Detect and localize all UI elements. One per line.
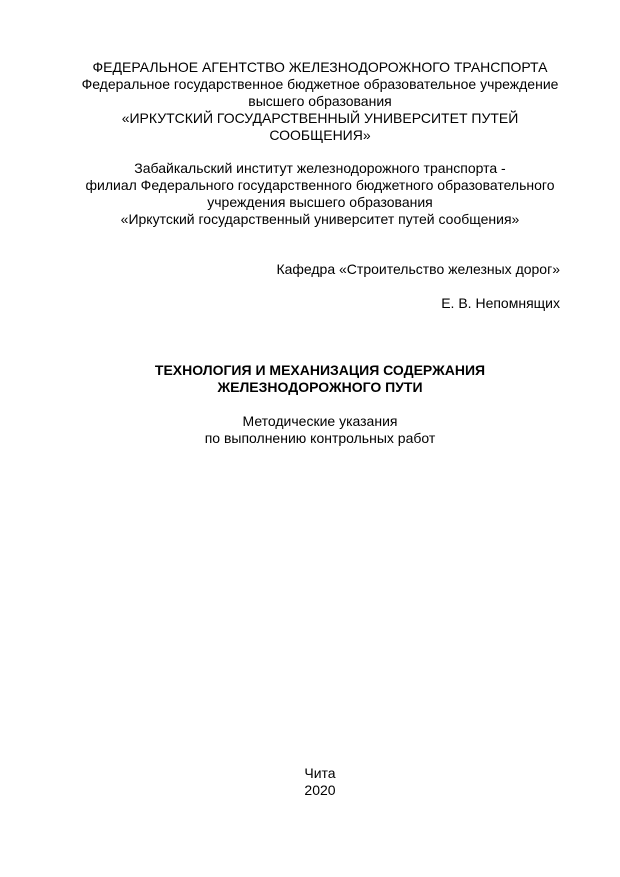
subtitle-line-2: по выполнению контрольных работ (204, 430, 436, 446)
author-name: Е. В. Непомнящих (441, 295, 560, 311)
header-organization (60, 59, 580, 144)
branch-line-university: «Иркутский государственный университет путей сообщения» (120, 211, 520, 227)
title-line-1: ТЕХНОЛОГИЯ И МЕХАНИЗАЦИЯ СОДЕРЖАНИЯ (154, 362, 486, 378)
document-title (60, 362, 580, 396)
header-line-university-name-end: СООБЩЕНИЯ» (269, 127, 371, 143)
branch-line-branch-of: филиал Федерального государственного бюджетного образовательного (85, 177, 555, 193)
branch-institute (60, 160, 580, 228)
branch-line-institute: Забайкальский институт железнодорожного транспорта - (134, 160, 506, 176)
header-line-university-name: «ИРКУТСКИЙ ГОСУДАРСТВЕННЫЙ УНИВЕРСИТЕТ ПУТЕЙ (121, 110, 519, 126)
header-line-education-level: высшего образования (248, 93, 392, 109)
document-subtitle (60, 413, 580, 447)
title-line-2: ЖЕЛЕЗНОДОРОЖНОГО ПУТИ (217, 379, 423, 395)
publication-city: Чита (304, 765, 336, 781)
header-line-agency: ФЕДЕРАЛЬНОЕ АГЕНТСТВО ЖЕЛЕЗНОДОРОЖНОГО ТРАНСПОРТА (92, 59, 548, 75)
publication-info (60, 765, 580, 799)
department-name: Кафедра «Строительство железных дорог» (276, 261, 560, 277)
branch-line-education-level: учреждения высшего образования (207, 194, 433, 210)
header-line-institution-type: Федеральное государственное бюджетное образовательное учреждение (81, 76, 559, 92)
publication-year: 2020 (304, 782, 336, 798)
subtitle-line-1: Методические указания (242, 413, 398, 429)
